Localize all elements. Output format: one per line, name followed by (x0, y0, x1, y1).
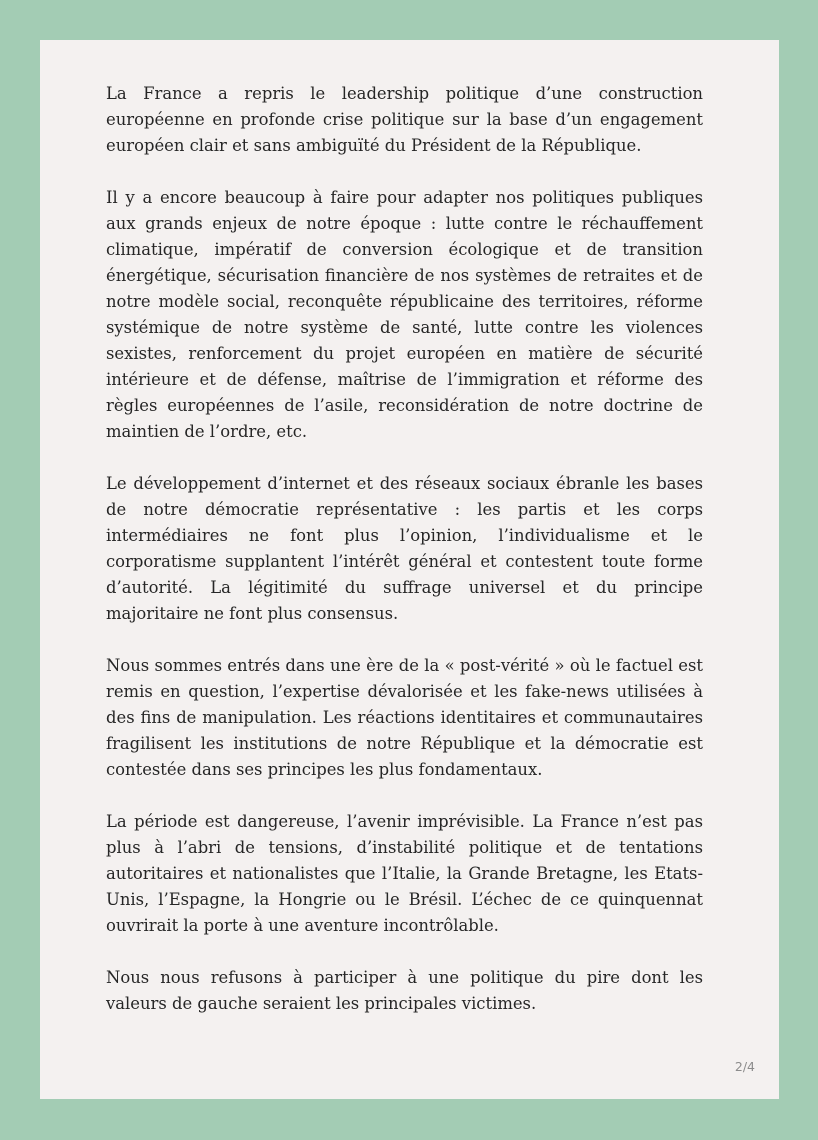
paragraph-2: Il y a encore beaucoup à faire pour adapter nos politiques publiques aux grands enjeux de notre époque : lutte contre le réchauffement climatique, impératif de conversion écologique et de transition énergétique, sécurisation financière de nos systèmes de retraites et de notre modèle social, reconquête républicaine des territoires, réforme systémique de notre système de santé, lutte contre les violences sexistes, renforcement du projet européen en matière de sécurité intérieure et de défense, maîtrise de l’immigration et réforme des règles européennes de l’asile, reconsidération de notre doctrine de maintien de l’ordre, etc. (106, 188, 703, 441)
page-number: 2/4 (734, 1059, 755, 1074)
paragraph-5: La période est dangereuse, l’avenir imprévisible. La France n’est pas plus à l’abri de tensions, d’instabilité politique et de tentations autoritaires et nationalistes que l’Italie, la Grande Bretagne, les Etats-Unis, l’Espagne, la Hongrie ou le Brésil. L’échec de ce quinquennat ouvrirait la porte à une aventure incontrôlable. (106, 812, 703, 935)
paragraph-4: Nous sommes entrés dans une ère de la « post-vérité » où le factuel est remis en question, l’expertise dévalorisée et les fake-news utilisées à des fins de manipulation. Les réactions identitaires et communautaires fragilisent les institutions de notre République et la démocratie est contestée dans ses principes les plus fondamentaux. (106, 656, 703, 779)
paragraph-6: Nous nous refusons à participer à une politique du pire dont les valeurs de gauche seraient les principales victimes. (106, 968, 703, 1013)
document-page (40, 40, 779, 1099)
page-content (106, 81, 703, 1043)
paragraph-1: La France a repris le leadership politique d’une construction européenne en profonde crise politique sur la base d’un engagement européen clair et sans ambiguïté du Président de la République. (106, 84, 703, 155)
paragraph-3: Le développement d’internet et des réseaux sociaux ébranle les bases de notre démocratie représentative : les partis et les corps intermédiaires ne font plus l’opinion, l’individualisme et le corporatisme supplantent l’intérêt général et contestent toute forme d’autorité. La légitimité du suffrage universel et du principe majoritaire ne font plus consensus. (106, 474, 703, 623)
